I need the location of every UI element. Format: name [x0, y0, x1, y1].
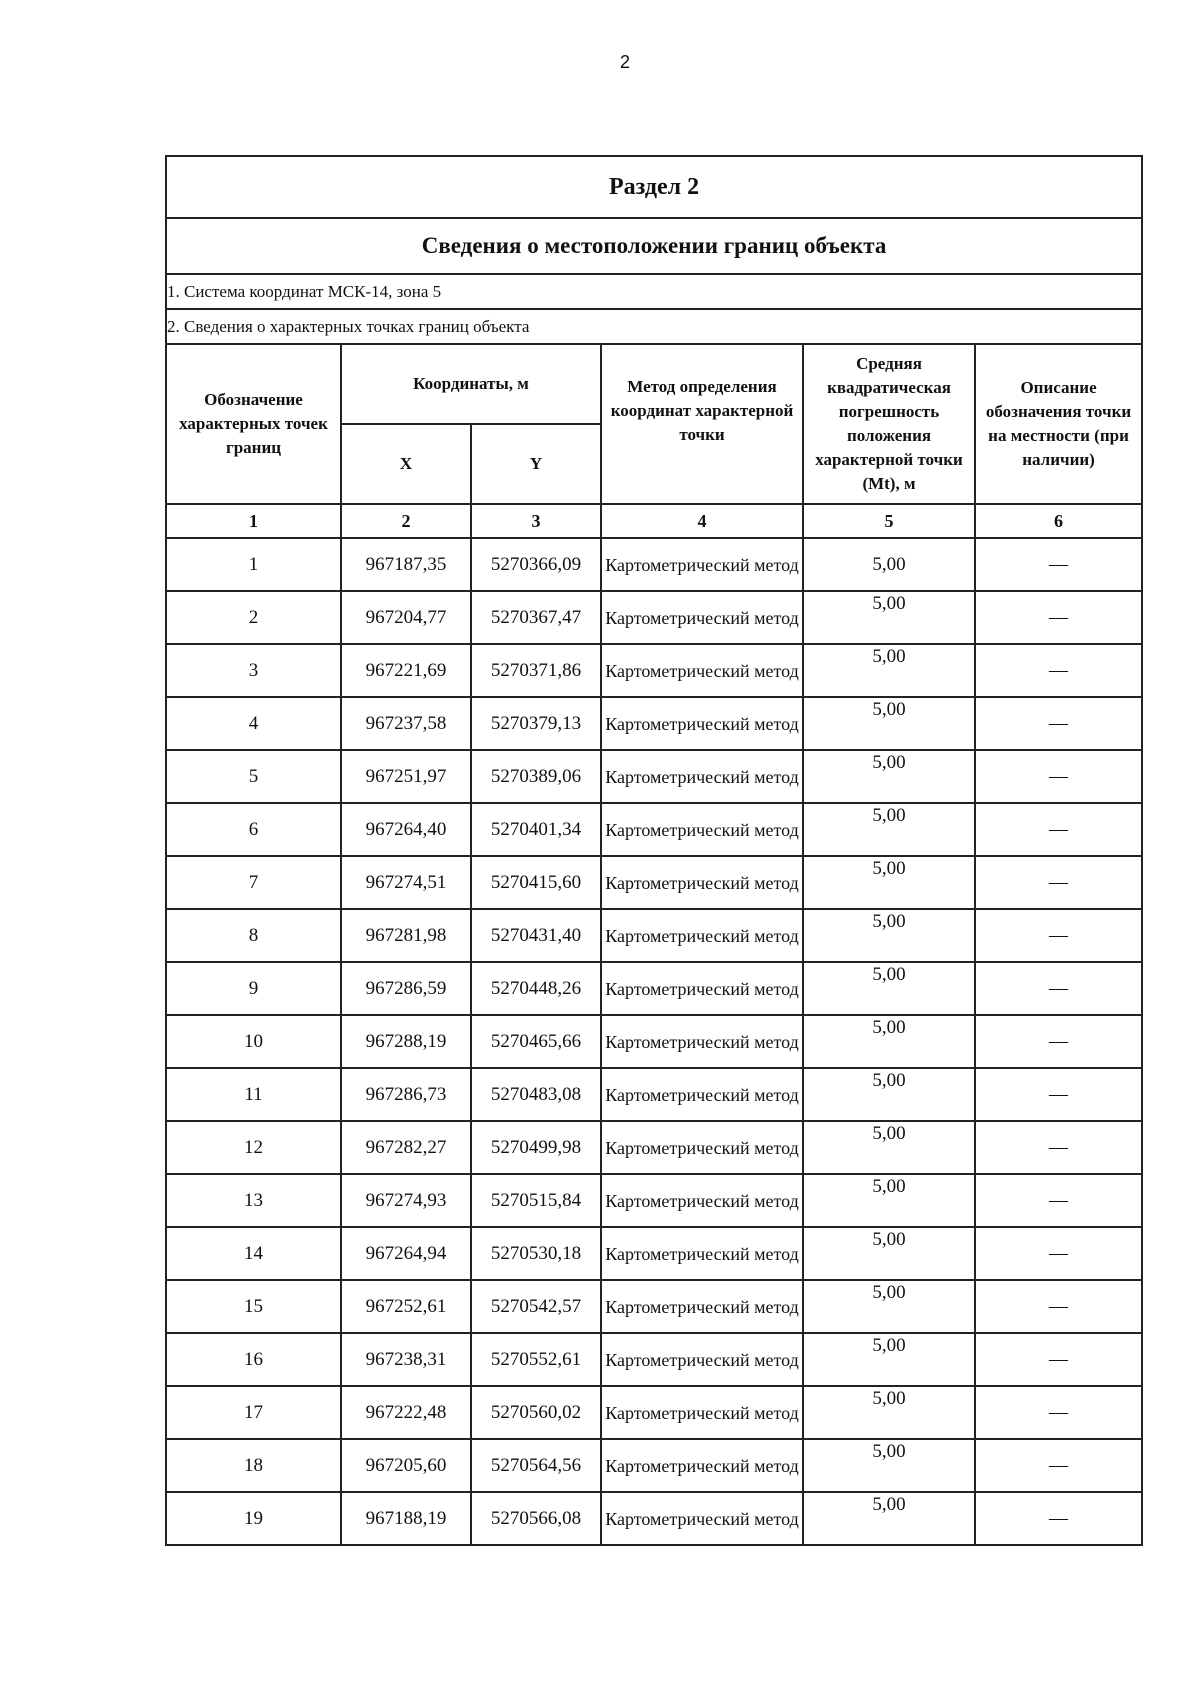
point-number: 2 — [166, 591, 341, 644]
point-number: 3 — [166, 644, 341, 697]
table-row — [166, 538, 1142, 591]
point-description: — — [975, 1227, 1142, 1280]
coordinate-x: 967286,73 — [341, 1068, 471, 1121]
method: Картометрический метод — [601, 1227, 803, 1280]
method: Картометрический метод — [601, 856, 803, 909]
coordinate-x: 967281,98 — [341, 909, 471, 962]
table-row — [166, 1068, 1142, 1121]
mean-error: 5,00 — [803, 1015, 975, 1068]
header-mean-error: Средняя квадратическая погрешность положения характерной точки (Mt), м — [803, 344, 975, 504]
coordinate-y: 5270483,08 — [471, 1068, 601, 1121]
point-description: — — [975, 1439, 1142, 1492]
header-method: Метод определения координат характерной точки — [601, 344, 803, 504]
table-row — [166, 803, 1142, 856]
coordinate-y: 5270448,26 — [471, 962, 601, 1015]
point-description: — — [975, 803, 1142, 856]
point-number: 4 — [166, 697, 341, 750]
table-row — [166, 962, 1142, 1015]
table-row — [166, 1227, 1142, 1280]
table-row — [166, 1174, 1142, 1227]
table-row — [166, 591, 1142, 644]
point-description: — — [975, 591, 1142, 644]
column-number-row — [166, 504, 1142, 538]
point-description: — — [975, 1333, 1142, 1386]
coordinate-y: 5270542,57 — [471, 1280, 601, 1333]
coordinate-x: 967282,27 — [341, 1121, 471, 1174]
coordinate-y: 5270499,98 — [471, 1121, 601, 1174]
coordinate-y: 5270366,09 — [471, 538, 601, 591]
point-number: 15 — [166, 1280, 341, 1333]
coordinate-x: 967205,60 — [341, 1439, 471, 1492]
mean-error: 5,00 — [803, 538, 975, 591]
column-number: 2 — [341, 504, 471, 538]
coordinate-y: 5270367,47 — [471, 591, 601, 644]
table-row — [166, 1492, 1142, 1545]
column-number: 5 — [803, 504, 975, 538]
table-row — [166, 1333, 1142, 1386]
coordinate-y: 5270401,34 — [471, 803, 601, 856]
coordinate-x: 967252,61 — [341, 1280, 471, 1333]
method: Картометрический метод — [601, 1439, 803, 1492]
point-description: — — [975, 856, 1142, 909]
point-description: — — [975, 1015, 1142, 1068]
method: Картометрический метод — [601, 1386, 803, 1439]
method: Картометрический метод — [601, 962, 803, 1015]
coordinate-y: 5270431,40 — [471, 909, 601, 962]
mean-error: 5,00 — [803, 962, 975, 1015]
point-description: — — [975, 1386, 1142, 1439]
coordinate-system: 1. Система координат МСК-14, зона 5 — [166, 274, 1142, 309]
table-row — [166, 697, 1142, 750]
point-number: 6 — [166, 803, 341, 856]
table-row — [166, 909, 1142, 962]
point-number: 9 — [166, 962, 341, 1015]
point-description: — — [975, 962, 1142, 1015]
table-row — [166, 1386, 1142, 1439]
points-info: 2. Сведения о характерных точках границ объекта — [166, 309, 1142, 344]
method: Картометрический метод — [601, 909, 803, 962]
header-y: Y — [471, 424, 601, 504]
point-number: 10 — [166, 1015, 341, 1068]
table-row — [166, 644, 1142, 697]
mean-error: 5,00 — [803, 856, 975, 909]
coordinate-x: 967221,69 — [341, 644, 471, 697]
point-number: 1 — [166, 538, 341, 591]
point-number: 16 — [166, 1333, 341, 1386]
table-row — [166, 1280, 1142, 1333]
point-number: 19 — [166, 1492, 341, 1545]
coordinate-x: 967188,19 — [341, 1492, 471, 1545]
point-description: — — [975, 1068, 1142, 1121]
point-number: 8 — [166, 909, 341, 962]
mean-error: 5,00 — [803, 1492, 975, 1545]
mean-error: 5,00 — [803, 1386, 975, 1439]
point-description: — — [975, 750, 1142, 803]
coordinate-y: 5270552,61 — [471, 1333, 601, 1386]
coordinate-x: 967274,93 — [341, 1174, 471, 1227]
mean-error: 5,00 — [803, 644, 975, 697]
coordinate-x: 967288,19 — [341, 1015, 471, 1068]
header-x: X — [341, 424, 471, 504]
boundary-table — [165, 155, 1143, 1546]
method: Картометрический метод — [601, 750, 803, 803]
point-description: — — [975, 1280, 1142, 1333]
coordinate-x: 967237,58 — [341, 697, 471, 750]
column-number: 1 — [166, 504, 341, 538]
point-description: — — [975, 909, 1142, 962]
coordinate-x: 967238,31 — [341, 1333, 471, 1386]
section-title: Раздел 2 — [166, 156, 1142, 218]
coordinate-x: 967187,35 — [341, 538, 471, 591]
table-row — [166, 856, 1142, 909]
mean-error: 5,00 — [803, 1121, 975, 1174]
point-description: — — [975, 1174, 1142, 1227]
mean-error: 5,00 — [803, 1280, 975, 1333]
point-description: — — [975, 1121, 1142, 1174]
coordinate-y: 5270515,84 — [471, 1174, 601, 1227]
point-number: 13 — [166, 1174, 341, 1227]
coordinate-y: 5270371,86 — [471, 644, 601, 697]
method: Картометрический метод — [601, 1121, 803, 1174]
method: Картометрический метод — [601, 644, 803, 697]
method: Картометрический метод — [601, 1492, 803, 1545]
coordinate-x: 967251,97 — [341, 750, 471, 803]
coordinate-y: 5270530,18 — [471, 1227, 601, 1280]
coordinate-y: 5270560,02 — [471, 1386, 601, 1439]
point-number: 18 — [166, 1439, 341, 1492]
point-number: 5 — [166, 750, 341, 803]
mean-error: 5,00 — [803, 803, 975, 856]
point-number: 7 — [166, 856, 341, 909]
table-row — [166, 1015, 1142, 1068]
page-number: 2 — [619, 52, 630, 72]
coordinate-x: 967264,94 — [341, 1227, 471, 1280]
table-row — [166, 1121, 1142, 1174]
column-number: 3 — [471, 504, 601, 538]
point-description: — — [975, 697, 1142, 750]
coordinate-y: 5270564,56 — [471, 1439, 601, 1492]
section-subtitle: Сведения о местоположении границ объекта — [166, 218, 1142, 274]
coordinate-x: 967264,40 — [341, 803, 471, 856]
point-number: 14 — [166, 1227, 341, 1280]
point-description: — — [975, 644, 1142, 697]
coordinate-y: 5270379,13 — [471, 697, 601, 750]
mean-error: 5,00 — [803, 1174, 975, 1227]
mean-error: 5,00 — [803, 1227, 975, 1280]
method: Картометрический метод — [601, 591, 803, 644]
point-number: 17 — [166, 1386, 341, 1439]
header-coordinates: Координаты, м — [341, 344, 601, 424]
coordinate-x: 967274,51 — [341, 856, 471, 909]
method: Картометрический метод — [601, 1333, 803, 1386]
method: Картометрический метод — [601, 538, 803, 591]
coordinate-y: 5270389,06 — [471, 750, 601, 803]
mean-error: 5,00 — [803, 909, 975, 962]
method: Картометрический метод — [601, 697, 803, 750]
method: Картометрический метод — [601, 1068, 803, 1121]
point-description: — — [975, 1492, 1142, 1545]
header-point-designation: Обозначение характерных точек границ — [166, 344, 341, 504]
coordinate-y: 5270465,66 — [471, 1015, 601, 1068]
mean-error: 5,00 — [803, 1333, 975, 1386]
header-description: Описание обозначения точки на местности (при наличии) — [975, 344, 1142, 504]
point-number: 12 — [166, 1121, 341, 1174]
coordinate-y: 5270415,60 — [471, 856, 601, 909]
coordinate-x: 967204,77 — [341, 591, 471, 644]
point-description: — — [975, 538, 1142, 591]
table-row — [166, 750, 1142, 803]
mean-error: 5,00 — [803, 1068, 975, 1121]
coordinate-x: 967286,59 — [341, 962, 471, 1015]
mean-error: 5,00 — [803, 697, 975, 750]
coordinate-x: 967222,48 — [341, 1386, 471, 1439]
mean-error: 5,00 — [803, 750, 975, 803]
method: Картометрический метод — [601, 1015, 803, 1068]
mean-error: 5,00 — [803, 1439, 975, 1492]
point-number: 11 — [166, 1068, 341, 1121]
coordinate-y: 5270566,08 — [471, 1492, 601, 1545]
column-number: 4 — [601, 504, 803, 538]
method: Картометрический метод — [601, 803, 803, 856]
method: Картометрический метод — [601, 1174, 803, 1227]
method: Картометрический метод — [601, 1280, 803, 1333]
column-number: 6 — [975, 504, 1142, 538]
mean-error: 5,00 — [803, 591, 975, 644]
table-row — [166, 1439, 1142, 1492]
